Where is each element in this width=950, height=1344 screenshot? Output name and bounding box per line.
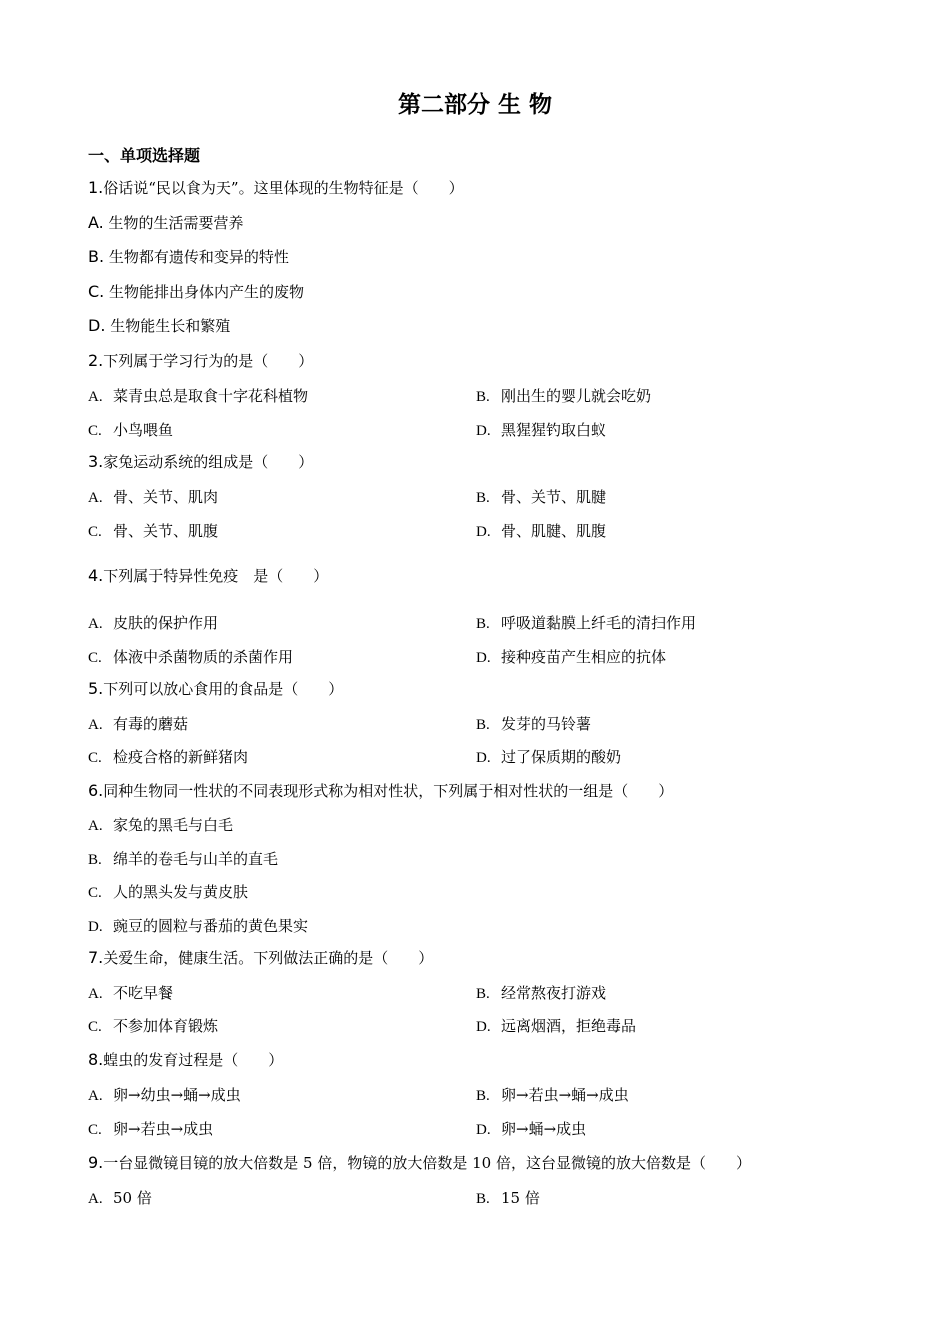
- option-label: A.: [88, 818, 103, 834]
- option-label: C.: [88, 423, 102, 439]
- option-label: B.: [476, 717, 490, 733]
- question-text: 家兔运动系统的组成是（ ）: [103, 453, 314, 471]
- option-text: 15 倍: [501, 1189, 540, 1207]
- option-label: D.: [88, 919, 103, 935]
- option-label: C.: [88, 1122, 102, 1138]
- option-label: A.: [88, 986, 103, 1002]
- question-number: 8.: [88, 1050, 104, 1069]
- option-text: 有毒的蘑菇: [113, 715, 189, 733]
- option-text: 体液中杀菌物质的杀菌作用: [113, 648, 294, 666]
- question-number: 7.: [88, 948, 104, 967]
- option-label: B.: [88, 247, 105, 266]
- option-label: C.: [88, 524, 102, 540]
- option-text: 皮肤的保护作用: [113, 614, 219, 632]
- option-8-a[interactable]: [88, 1084, 241, 1107]
- option-text: 绵羊的卷毛与山羊的直毛: [113, 850, 279, 868]
- option-text: 接种疫苗产生相应的抗体: [501, 648, 667, 666]
- option-2-a[interactable]: [88, 385, 308, 408]
- question-text: 下列可以放心食用的食品是（ ）: [103, 680, 344, 698]
- option-9-b[interactable]: [476, 1187, 540, 1210]
- option-label: D.: [476, 524, 491, 540]
- option-text: 生物都有遗传和变异的特性: [108, 248, 289, 266]
- question-4: [88, 565, 328, 587]
- question-number: 3.: [88, 452, 104, 471]
- option-text: 骨、关节、肌腱: [501, 488, 607, 506]
- option-9-a[interactable]: [88, 1187, 152, 1210]
- option-text: 过了保质期的酸奶: [501, 748, 622, 766]
- option-label: A.: [88, 213, 104, 232]
- option-text: 50 倍: [113, 1189, 152, 1207]
- option-label: B.: [476, 490, 490, 506]
- option-text: 呼吸道黏膜上纤毛的清扫作用: [501, 614, 697, 632]
- question-2: [88, 350, 313, 372]
- question-text: 关爱生命，健康生活。下列做法正确的是（ ）: [103, 949, 434, 967]
- option-label: B.: [88, 852, 102, 868]
- option-label: C.: [88, 885, 102, 901]
- option-text: 生物能排出身体内产生的废物: [109, 283, 305, 301]
- question-7: [88, 947, 433, 969]
- option-2-c[interactable]: [88, 419, 173, 442]
- option-label: A.: [88, 389, 103, 405]
- option-text: 黑猩猩钓取白蚁: [501, 421, 607, 439]
- option-text: 卵→若虫→蛹→成虫: [501, 1086, 629, 1104]
- option-3-a[interactable]: [88, 486, 218, 509]
- option-2-b[interactable]: [476, 385, 651, 408]
- question-1: [88, 177, 464, 199]
- option-text: 人的黑头发与黄皮肤: [113, 883, 249, 901]
- option-text: 生物的生活需要营养: [108, 214, 244, 232]
- option-label: D.: [476, 423, 491, 439]
- option-3-b[interactable]: [476, 486, 606, 509]
- option-4-c[interactable]: [88, 646, 293, 669]
- option-text: 发芽的马铃薯: [501, 715, 592, 733]
- option-text: 骨、关节、肌腹: [113, 522, 219, 540]
- option-text: 家兔的黑毛与白毛: [113, 816, 234, 834]
- option-8-d[interactable]: [476, 1118, 586, 1141]
- question-number: 2.: [88, 351, 104, 370]
- option-text: 检疫合格的新鲜猪肉: [113, 748, 249, 766]
- option-label: A.: [88, 1191, 103, 1207]
- option-text: 经常熬夜打游戏: [501, 984, 607, 1002]
- option-1-a[interactable]: [88, 212, 244, 234]
- question-number: 4.: [88, 566, 104, 585]
- option-4-a[interactable]: [88, 612, 218, 635]
- option-label: C.: [88, 750, 102, 766]
- option-6-b[interactable]: [88, 848, 278, 871]
- option-1-b[interactable]: [88, 246, 289, 268]
- question-text: 下列属于特异性免疫 是（ ）: [103, 567, 329, 585]
- option-text: 不参加体育锻炼: [113, 1017, 219, 1035]
- option-text: 不吃早餐: [113, 984, 174, 1002]
- option-6-d[interactable]: [88, 915, 308, 938]
- option-label: A.: [88, 1088, 103, 1104]
- option-label: A.: [88, 490, 103, 506]
- option-5-a[interactable]: [88, 713, 188, 736]
- option-label: D.: [476, 650, 491, 666]
- option-text: 卵→幼虫→蛹→成虫: [113, 1086, 241, 1104]
- option-7-a[interactable]: [88, 982, 173, 1005]
- option-label: B.: [476, 1191, 490, 1207]
- option-2-d[interactable]: [476, 419, 606, 442]
- option-label: C.: [88, 282, 105, 301]
- option-8-c[interactable]: [88, 1118, 213, 1141]
- option-text: 生物能生长和繁殖: [110, 317, 231, 335]
- option-4-b[interactable]: [476, 612, 696, 635]
- option-label: C.: [88, 1019, 102, 1035]
- option-text: 卵→若虫→成虫: [113, 1120, 214, 1138]
- option-label: D.: [476, 1122, 491, 1138]
- question-number: 6.: [88, 781, 104, 800]
- option-1-c[interactable]: [88, 281, 304, 303]
- question-5: [88, 678, 343, 700]
- option-text: 豌豆的圆粒与番茄的黄色果实: [113, 917, 309, 935]
- question-number: 5.: [88, 679, 104, 698]
- option-text: 远离烟酒，拒绝毒品: [501, 1017, 637, 1035]
- question-8: [88, 1049, 283, 1071]
- option-label: B.: [476, 389, 490, 405]
- option-label: C.: [88, 650, 102, 666]
- option-label: D.: [476, 750, 491, 766]
- option-text: 菜青虫总是取食十字花科植物: [113, 387, 309, 405]
- question-number: 1.: [88, 178, 104, 197]
- option-label: D.: [88, 316, 106, 335]
- option-3-d[interactable]: [476, 520, 606, 543]
- option-label: A.: [88, 616, 103, 632]
- question-text: 下列属于学习行为的是（ ）: [103, 352, 314, 370]
- option-text: 骨、肌腱、肌腹: [501, 522, 607, 540]
- option-5-b[interactable]: [476, 713, 591, 736]
- option-8-b[interactable]: [476, 1084, 629, 1107]
- option-7-d[interactable]: [476, 1015, 636, 1038]
- option-text: 卵→蛹→成虫: [501, 1120, 587, 1138]
- option-label: D.: [476, 1019, 491, 1035]
- option-text: 刚出生的婴儿就会吃奶: [501, 387, 652, 405]
- option-text: 小鸟喂鱼: [113, 421, 174, 439]
- question-text: 俗话说“民以食为天”。这里体现的生物特征是（ ）: [103, 179, 464, 197]
- option-6-c[interactable]: [88, 881, 248, 904]
- option-3-c[interactable]: [88, 520, 218, 543]
- option-label: B.: [476, 986, 490, 1002]
- option-6-a[interactable]: [88, 814, 233, 837]
- question-number: 9.: [88, 1153, 104, 1172]
- question-text: 同种生物同一性状的不同表现形式称为相对性状，下列属于相对性状的一组是（ ）: [103, 782, 674, 800]
- option-1-d[interactable]: [88, 315, 230, 337]
- option-label: B.: [476, 616, 490, 632]
- option-label: B.: [476, 1088, 490, 1104]
- question-3: [88, 451, 313, 473]
- question-text: 一台显微镜目镜的放大倍数是 5 倍，物镜的放大倍数是 10 倍，这台显微镜的放大倍数是（ ）: [103, 1154, 751, 1172]
- option-7-c[interactable]: [88, 1015, 218, 1038]
- question-9: [88, 1152, 751, 1174]
- section-heading: 一、单项选择题: [88, 146, 201, 165]
- option-5-c[interactable]: [88, 746, 248, 769]
- option-4-d[interactable]: [476, 646, 666, 669]
- option-label: A.: [88, 717, 103, 733]
- question-text: 蝗虫的发育过程是（ ）: [103, 1051, 284, 1069]
- option-5-d[interactable]: [476, 746, 621, 769]
- question-6: [88, 780, 673, 802]
- option-7-b[interactable]: [476, 982, 606, 1005]
- page-title: 第二部分 生 物: [397, 92, 552, 118]
- option-text: 骨、关节、肌肉: [113, 488, 219, 506]
